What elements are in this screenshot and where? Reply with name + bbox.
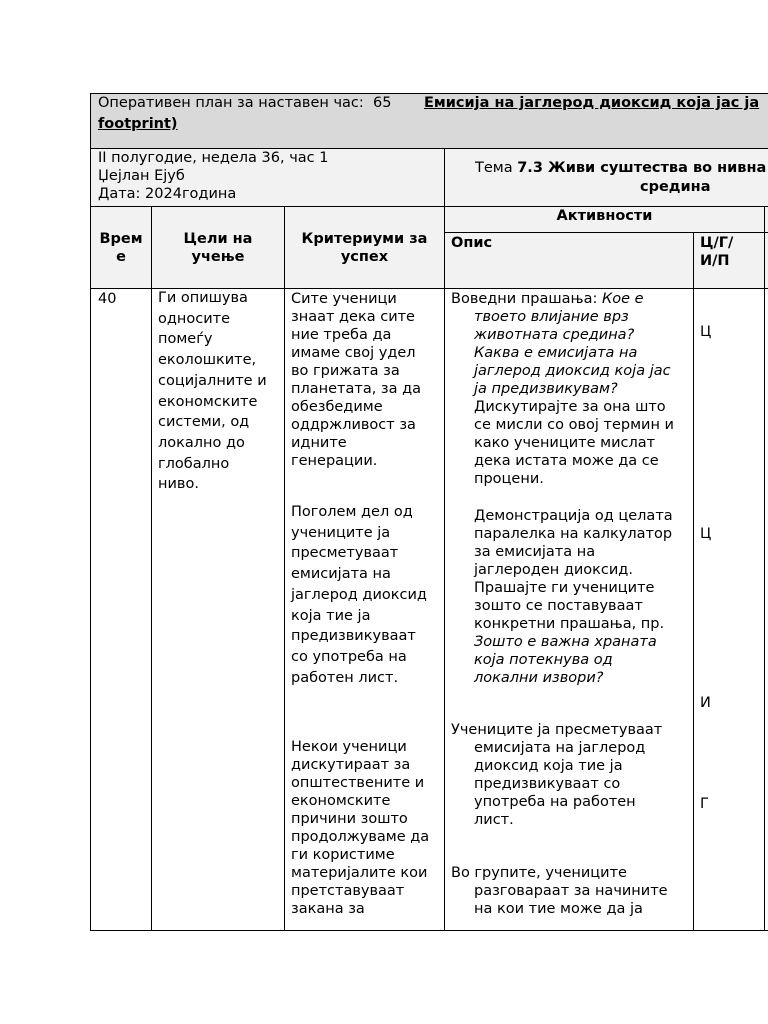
rule-activities-bottom <box>444 232 768 233</box>
rule-goals-criteria <box>284 206 285 931</box>
text-line: ние треба да <box>291 327 392 343</box>
text-line: е <box>116 249 126 265</box>
plan-header <box>98 94 391 112</box>
rule-time-goals <box>151 206 152 931</box>
text-line: Демонстрација од целата <box>474 508 673 524</box>
text-line: Ги опишува <box>158 290 248 306</box>
text-line: учење <box>191 249 245 265</box>
col-header-activities: Активности <box>556 208 653 224</box>
topic-title-cont: средина <box>640 179 711 195</box>
code-intro: Ц <box>700 324 712 340</box>
code-demo: Ц <box>700 526 712 542</box>
text-line: односите <box>158 310 231 327</box>
text-line: емисијата на <box>291 566 391 583</box>
text-line: ја предизвикувам? <box>474 381 618 397</box>
text-line: Дискутирајте за она што <box>474 399 666 415</box>
text-line: генерации. <box>291 453 378 469</box>
text-line: зошто се поставуваат <box>474 598 643 614</box>
date-info: Дата: 2024година <box>98 186 237 202</box>
text-line: јаглероден диоксид. <box>474 562 633 578</box>
text-line: еколошките, <box>158 352 257 369</box>
text-line: локални извори? <box>474 670 604 686</box>
rule-meta-split <box>444 148 445 931</box>
text-line: твоето влијание врз <box>474 309 629 325</box>
text-line: предизвикуваат <box>291 628 416 645</box>
rule-table-bottom <box>90 930 768 931</box>
row-goals <box>158 288 267 495</box>
text-line: дека истата може да се <box>474 453 659 469</box>
text-line: јаглерод диоксид која јас <box>474 363 671 379</box>
text-line: И/П <box>700 253 730 269</box>
desc-calculation <box>451 721 662 829</box>
text-line: процени. <box>474 471 544 487</box>
teacher-name: Џејлан Ејуб <box>98 168 185 184</box>
text-line: животната средина? <box>474 327 635 343</box>
desc-group-work <box>451 864 668 918</box>
text-line: оддржливост за <box>291 417 416 433</box>
text-line: локално до <box>158 434 245 451</box>
text-line: имаме свој удел <box>291 345 416 361</box>
criteria-most-students <box>291 502 427 688</box>
text-line: јаглерод диоксид <box>291 586 427 603</box>
text-line: општествените и <box>291 775 425 791</box>
lesson-title: Емисија на јаглерод диоксид која јас ја <box>424 95 760 111</box>
text-line: глобално <box>158 455 230 472</box>
text-line: знаат дека сите <box>291 309 415 325</box>
text-line: конкретни прашања, пр. <box>474 616 665 632</box>
text-line: диоксид која тие ја <box>474 758 623 774</box>
text-line: емисијата на јаглерод <box>474 740 646 756</box>
text-line: Прашајте ги учениците <box>474 580 655 596</box>
text-line: се мисли со овој термин и <box>474 417 674 433</box>
topic-prefix: Тема <box>475 160 513 176</box>
text-line: економските <box>291 793 391 809</box>
text-line: Некои ученици <box>291 739 407 755</box>
text-line: која тие ја <box>291 607 371 624</box>
text-line: Зошто е важна храната <box>474 634 657 650</box>
text-line: продолжуваме да <box>291 829 430 845</box>
text-line: Учениците ја пресметуваат <box>451 722 663 738</box>
text-line: Цели на <box>183 231 253 247</box>
text-line: материјалите кои <box>291 865 428 881</box>
col-header-description: Опис <box>451 235 493 251</box>
text-line: учениците ја <box>291 524 391 541</box>
text-line: економските <box>158 393 258 410</box>
text-line: закана за <box>291 901 365 917</box>
text-line: дискутираат за <box>291 757 411 773</box>
text-line: лист. <box>474 812 514 828</box>
text-line: претставуваат <box>291 883 405 899</box>
col-header-goals <box>152 230 284 266</box>
text-line: која потекнува од <box>474 652 613 668</box>
code-individual: И <box>700 695 711 711</box>
rule-right-partial <box>764 206 765 931</box>
plan-prefix: Оперативен план за наставен час: <box>98 95 364 111</box>
text-line: пресметуваат <box>291 545 399 562</box>
text-line: за емисијата на <box>474 544 596 560</box>
text-line: идните <box>291 435 347 451</box>
text-line: паралелка на калкулатор <box>474 526 673 542</box>
desc-demonstration <box>451 507 673 687</box>
topic-title: 7.3 Живи суштества во нивна <box>517 160 767 176</box>
text-line: Врем <box>99 231 143 247</box>
text-line: како учениците мислат <box>474 435 656 451</box>
lesson-number: 65 <box>373 95 392 111</box>
text-line: системи, од <box>158 414 250 431</box>
text-line: разговараат за начините <box>474 883 668 899</box>
text-line: со употреба на <box>291 648 407 665</box>
desc-intro-questions: Воведни прашања: Кое е твоето влијание врз животната средина? Каква е емисијата на јаглерод диоксид која јас ја предизвикувам? Дискутирајте за она што се мисли со овој термин и како учениците мислат дека истата може да се процени. <box>451 291 674 487</box>
text-line: Поголем дел од <box>291 504 413 520</box>
text-line: помеѓу <box>158 331 213 348</box>
text-line: на кои тие може да ја <box>474 901 643 917</box>
text-line: предизвикуваат со <box>474 776 621 792</box>
text-line: во грижата за <box>291 363 400 379</box>
text-line: ниво. <box>158 476 199 493</box>
text-line: обезбедиме <box>291 399 383 415</box>
text-line: работен лист. <box>291 669 399 686</box>
text-line: Критериуми за <box>301 231 428 247</box>
text-line: планетата, за да <box>291 381 422 397</box>
col-header-cgip <box>700 234 733 270</box>
criteria-some-students <box>291 738 429 918</box>
topic <box>475 159 766 177</box>
text-line: Сите ученици <box>291 291 397 307</box>
text-line: Каква е емисијата на <box>474 345 638 361</box>
col-header-time <box>91 230 151 266</box>
lesson-title-cont: footprint) <box>98 116 178 132</box>
criteria-all-students <box>291 290 421 470</box>
row-time: 40 <box>98 291 117 307</box>
rule-left <box>90 93 91 931</box>
text-line: Во групите, учениците <box>451 865 627 881</box>
col-header-criteria <box>285 230 444 266</box>
code-group: Г <box>700 796 709 812</box>
text-line: социјалните и <box>158 372 267 389</box>
text-line: успех <box>340 249 389 265</box>
text-line: ги користиме <box>291 847 395 863</box>
text-line: Ц/Г/ <box>700 235 734 251</box>
text-line: употреба на работен <box>474 794 636 810</box>
rule-desc-code <box>693 232 694 931</box>
text-line: причини зошто <box>291 811 408 827</box>
semester-info: II полугодие, недела 36, час 1 <box>98 150 329 166</box>
